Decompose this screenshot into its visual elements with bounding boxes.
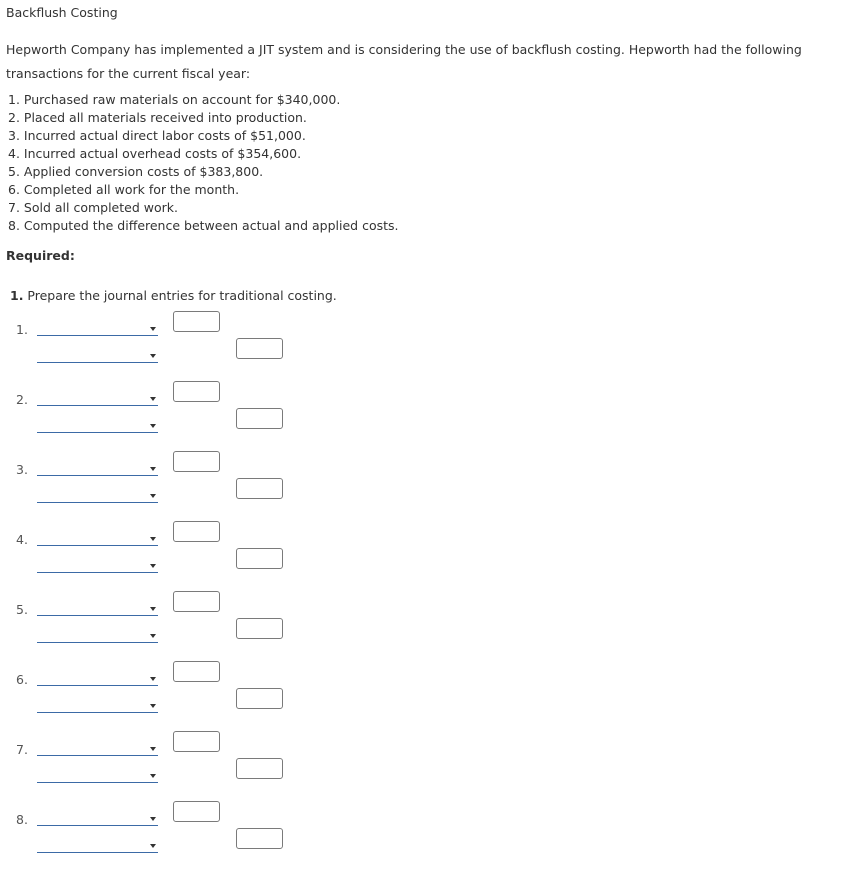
problem-intro: Hepworth Company has implemented a JIT system and is considering the use of backflush costing. Hepworth had the following transactions for the current fiscal year: bbox=[6, 42, 802, 81]
chevron-down-icon bbox=[150, 424, 156, 428]
debit-account-select[interactable] bbox=[37, 812, 158, 826]
journal-entry-row bbox=[0, 742, 300, 792]
debit-account-select[interactable] bbox=[37, 742, 158, 756]
question-text: Prepare the journal entries for traditional costing. bbox=[23, 288, 337, 303]
credit-amount-input[interactable] bbox=[236, 758, 283, 779]
chevron-down-icon bbox=[150, 844, 156, 848]
chevron-down-icon bbox=[150, 397, 156, 401]
question-number: 1. bbox=[10, 288, 24, 303]
chevron-down-icon bbox=[150, 704, 156, 708]
chevron-down-icon bbox=[150, 467, 156, 471]
journal-entry-row bbox=[0, 462, 300, 512]
chevron-down-icon bbox=[150, 607, 156, 611]
chevron-down-icon bbox=[150, 354, 156, 358]
debit-account-select[interactable] bbox=[37, 462, 158, 476]
chevron-down-icon bbox=[150, 817, 156, 821]
chevron-down-icon bbox=[150, 494, 156, 498]
chevron-down-icon bbox=[150, 537, 156, 541]
entry-number: 6. bbox=[16, 672, 28, 687]
transaction-item: 2. Placed all materials received into production. bbox=[8, 110, 307, 125]
debit-amount-input[interactable] bbox=[173, 521, 220, 542]
debit-amount-input[interactable] bbox=[173, 451, 220, 472]
journal-entry-row bbox=[0, 602, 300, 652]
entry-number: 8. bbox=[16, 812, 28, 827]
journal-entry-row bbox=[0, 672, 300, 722]
credit-amount-input[interactable] bbox=[236, 408, 283, 429]
entry-number: 5. bbox=[16, 602, 28, 617]
credit-account-select[interactable] bbox=[37, 489, 158, 503]
chevron-down-icon bbox=[150, 564, 156, 568]
credit-account-select[interactable] bbox=[37, 839, 158, 853]
debit-account-select[interactable] bbox=[37, 392, 158, 406]
debit-amount-input[interactable] bbox=[173, 591, 220, 612]
chevron-down-icon bbox=[150, 774, 156, 778]
journal-entry-row bbox=[0, 812, 300, 862]
credit-amount-input[interactable] bbox=[236, 688, 283, 709]
chevron-down-icon bbox=[150, 677, 156, 681]
transaction-item: 5. Applied conversion costs of $383,800. bbox=[8, 164, 264, 179]
transaction-item: 7. Sold all completed work. bbox=[8, 200, 178, 215]
credit-account-select[interactable] bbox=[37, 419, 158, 433]
entry-number: 4. bbox=[16, 532, 28, 547]
credit-account-select[interactable] bbox=[37, 559, 158, 573]
entry-number: 1. bbox=[16, 322, 28, 337]
entry-number: 3. bbox=[16, 462, 28, 477]
credit-account-select[interactable] bbox=[37, 349, 158, 363]
credit-account-select[interactable] bbox=[37, 699, 158, 713]
debit-amount-input[interactable] bbox=[173, 661, 220, 682]
journal-entry-row bbox=[0, 322, 300, 372]
chevron-down-icon bbox=[150, 327, 156, 331]
debit-account-select[interactable] bbox=[37, 322, 158, 336]
entry-number: 7. bbox=[16, 742, 28, 757]
credit-amount-input[interactable] bbox=[236, 338, 283, 359]
journal-entry-row bbox=[0, 392, 300, 442]
chevron-down-icon bbox=[150, 634, 156, 638]
debit-amount-input[interactable] bbox=[173, 801, 220, 822]
entry-number: 2. bbox=[16, 392, 28, 407]
transaction-list bbox=[8, 91, 399, 235]
credit-amount-input[interactable] bbox=[236, 618, 283, 639]
credit-amount-input[interactable] bbox=[236, 548, 283, 569]
required-heading: Required: bbox=[6, 248, 75, 263]
journal-entry-row bbox=[0, 532, 300, 582]
question-1 bbox=[10, 288, 337, 303]
credit-account-select[interactable] bbox=[37, 769, 158, 783]
transaction-item: 8. Computed the difference between actual and applied costs. bbox=[8, 218, 399, 233]
debit-amount-input[interactable] bbox=[173, 311, 220, 332]
page-title: Backflush Costing bbox=[6, 5, 118, 20]
chevron-down-icon bbox=[150, 747, 156, 751]
transaction-item: 6. Completed all work for the month. bbox=[8, 182, 240, 197]
transaction-item: 3. Incurred actual direct labor costs of $51,000. bbox=[8, 128, 306, 143]
debit-account-select[interactable] bbox=[37, 672, 158, 686]
credit-amount-input[interactable] bbox=[236, 478, 283, 499]
debit-amount-input[interactable] bbox=[173, 731, 220, 752]
credit-amount-input[interactable] bbox=[236, 828, 283, 849]
debit-account-select[interactable] bbox=[37, 532, 158, 546]
debit-amount-input[interactable] bbox=[173, 381, 220, 402]
debit-account-select[interactable] bbox=[37, 602, 158, 616]
transaction-item: 1. Purchased raw materials on account for $340,000. bbox=[8, 92, 341, 107]
transaction-item: 4. Incurred actual overhead costs of $354,600. bbox=[8, 146, 302, 161]
credit-account-select[interactable] bbox=[37, 629, 158, 643]
